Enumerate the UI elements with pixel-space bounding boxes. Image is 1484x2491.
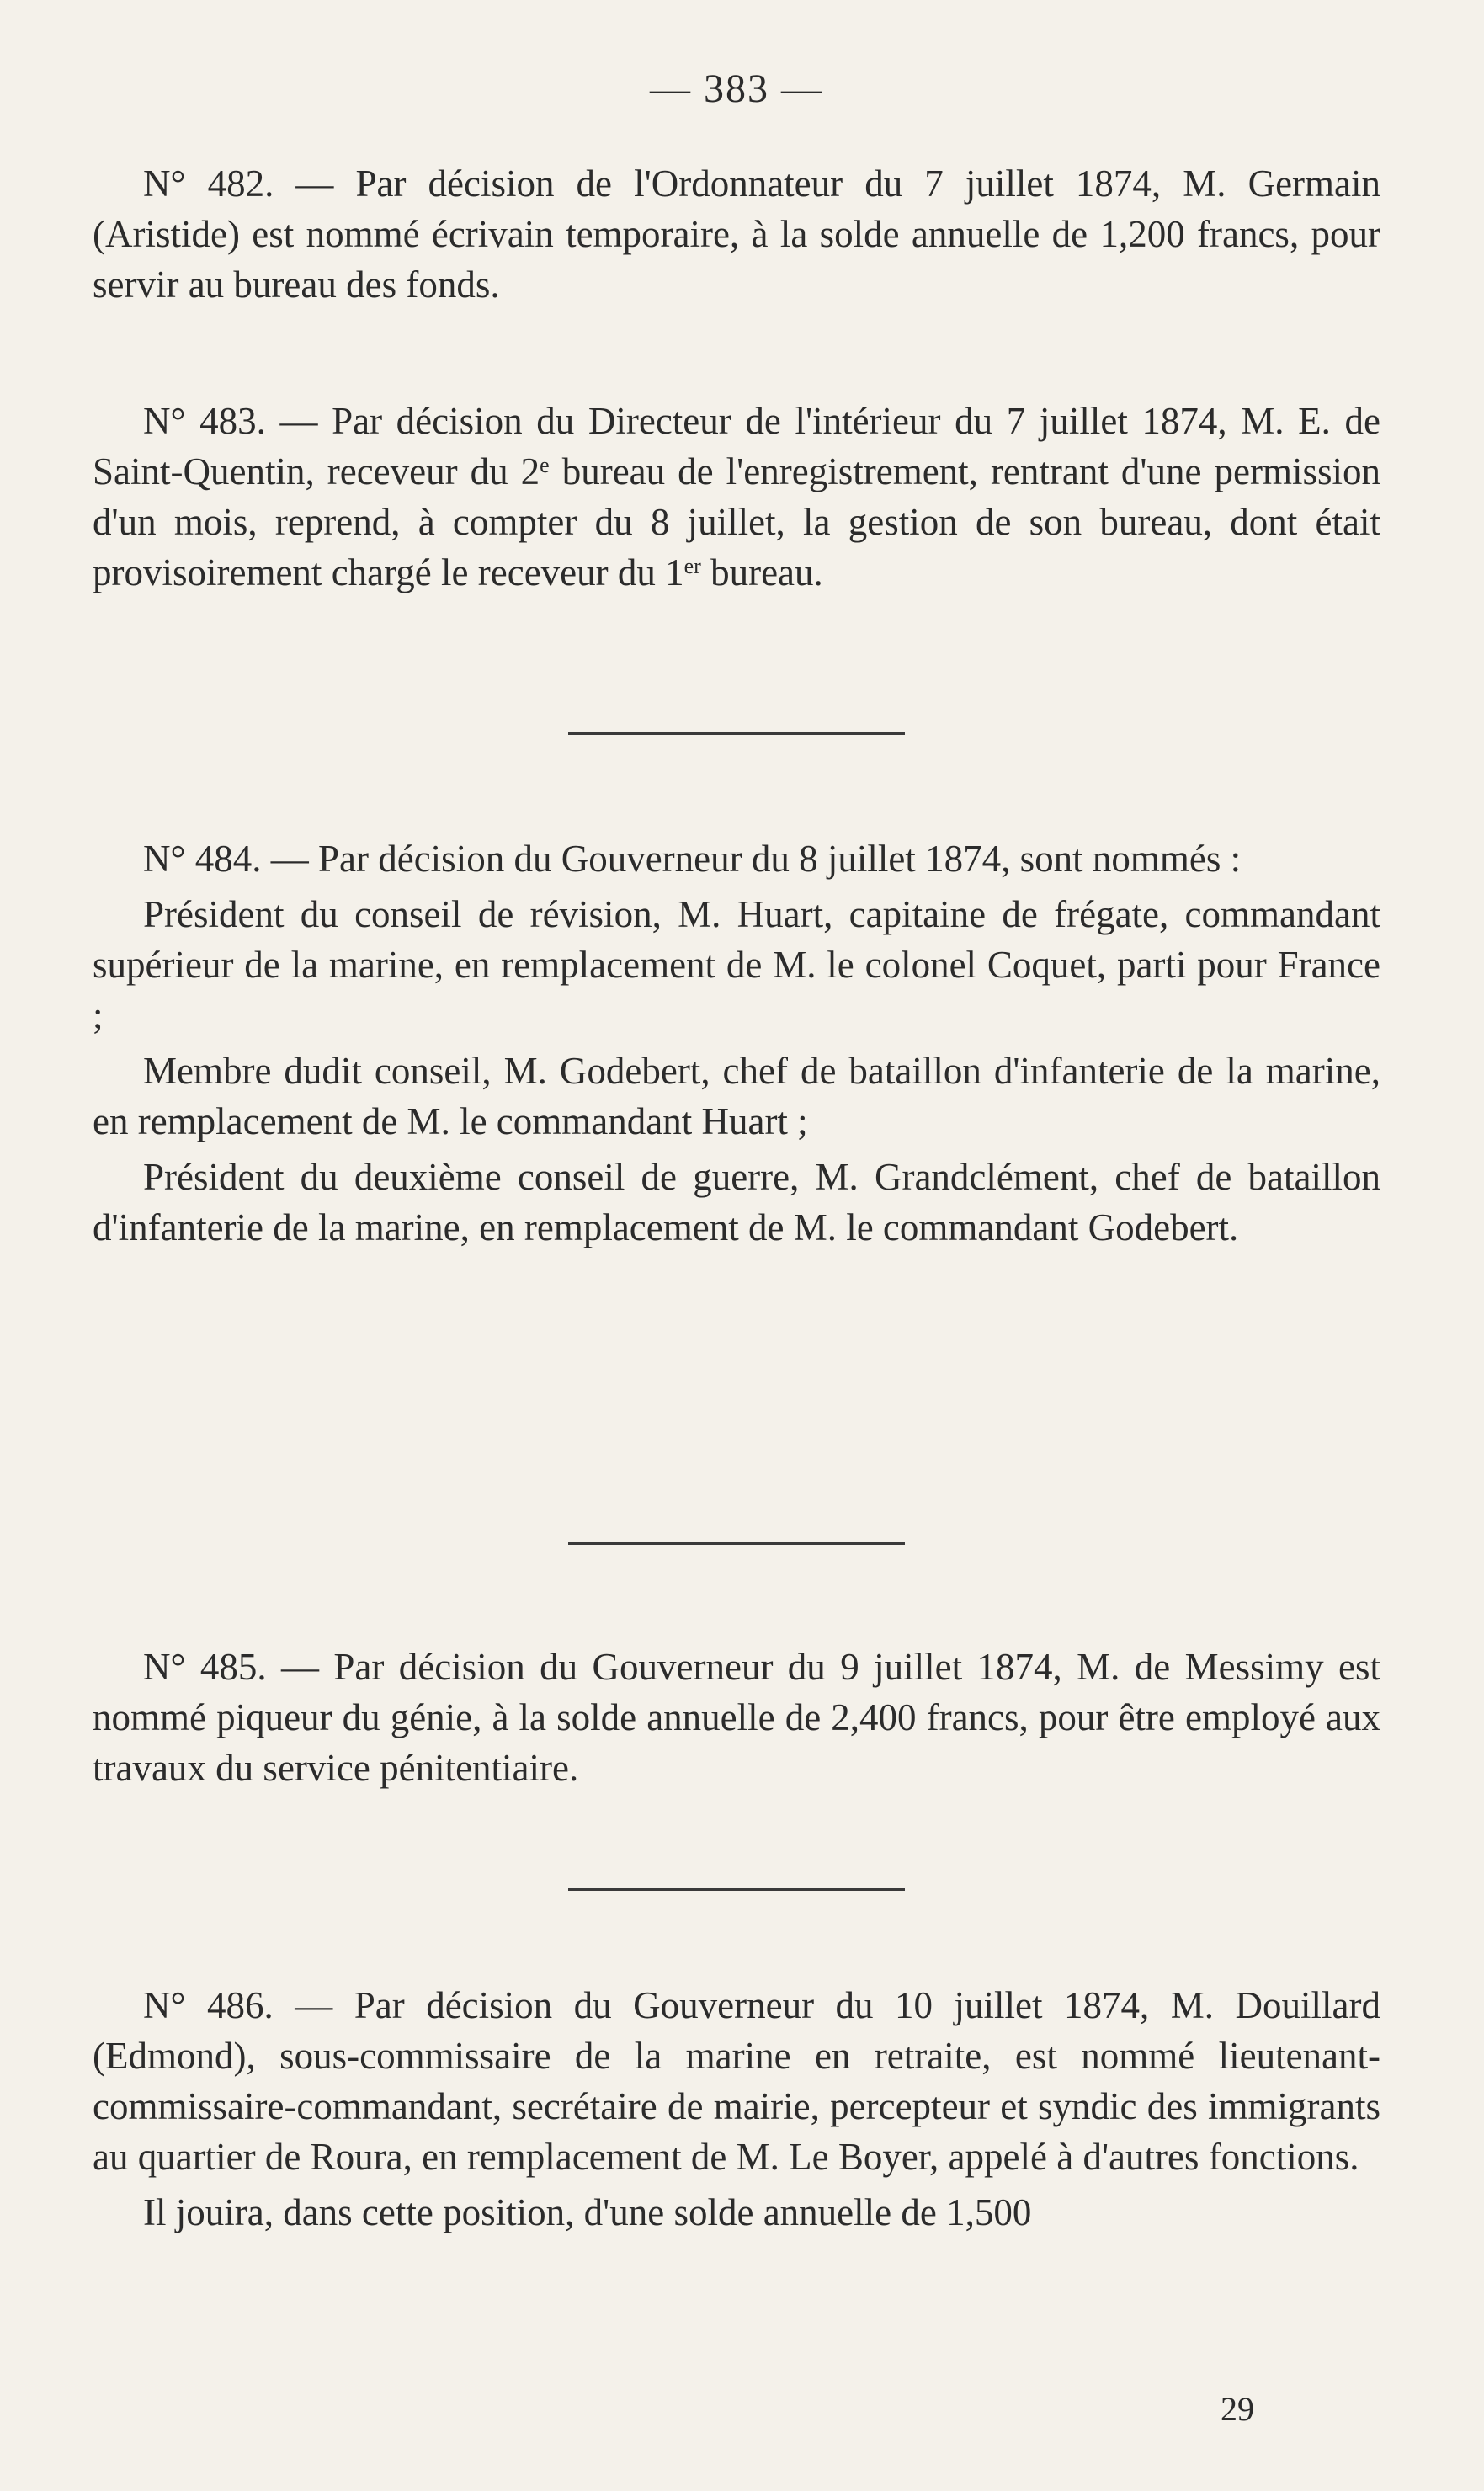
entry-484-item: Membre dudit conseil, M. Godebert, chef de bataillon d'infanterie de la marine, en remplacement de M. le commandant Huart ; <box>93 1050 1380 1142</box>
entry-483-sup2: er <box>683 554 701 578</box>
entry-484 <box>93 833 1380 1253</box>
entry-486-continuation: Il jouira, dans cette position, d'une solde annuelle de 1,500 <box>143 2191 1032 2233</box>
entry-483-sup1: e <box>540 453 550 477</box>
document-page <box>93 0 1380 2491</box>
entry-482 <box>93 158 1380 310</box>
entry-485-text: N° 485. — Par décision du Gouverneur du 9 juillet 1874, M. de Messimy est nommé piqueur du génie, à la solde annuelle de 2,400 francs, pour être employé aux travaux du service pénitentiaire. <box>93 1646 1380 1789</box>
entry-483-part2: bureau de l'enregistrement, rentrant d'une permission d'un mois, reprend, à compter du 8 juillet, la gestion de son bureau, dont était provisoirement chargé le receveur du 1 <box>93 450 1380 593</box>
entry-486-text: N° 486. — Par décision du Gouverneur du 10 juillet 1874, M. Douillard (Edmond), sous-commissaire de la marine en retraite, est nommé lieutenant-commissaire-commandant, secrétaire de mairie, percepteur et syndic des immigrants au quartier de Roura, en remplacement de M. Le Boyer, appelé à d'autres fonctions. <box>93 1984 1380 2178</box>
separator-rule <box>568 1542 905 1545</box>
entry-486 <box>93 1980 1380 2238</box>
entry-483-part1: N° 483. — Par décision du Directeur de l'intérieur du 7 juillet 1874, M. E. de Saint-Quentin, receveur du 2 <box>93 400 1380 492</box>
entry-483-part3: bureau. <box>700 551 823 593</box>
signature-mark: 29 <box>1221 2390 1254 2428</box>
page-number: — 383 — <box>650 67 823 111</box>
entry-483 <box>93 396 1380 598</box>
entry-485 <box>93 1642 1380 1793</box>
entry-482-text: N° 482. — Par décision de l'Ordonnateur du 7 juillet 1874, M. Germain (Aristide) est nommé écrivain temporaire, à la solde annuelle de 1,200 francs, pour servir au bureau des fonds. <box>93 162 1380 306</box>
entry-484-item: Président du deuxième conseil de guerre, M. Grandclément, chef de bataillon d'infanterie de la marine, en remplacement de M. le commandant Godebert. <box>93 1156 1380 1248</box>
entry-483-text <box>93 396 1380 598</box>
entry-484-item: Président du conseil de révision, M. Huart, capitaine de frégate, commandant supérieur de la marine, en remplacement de M. le colonel Coquet, parti pour France ; <box>93 893 1380 1036</box>
separator-rule <box>568 732 905 735</box>
separator-rule <box>568 1888 905 1891</box>
entry-484-intro: N° 484. — Par décision du Gouverneur du 8 juillet 1874, sont nommés : <box>143 838 1242 880</box>
